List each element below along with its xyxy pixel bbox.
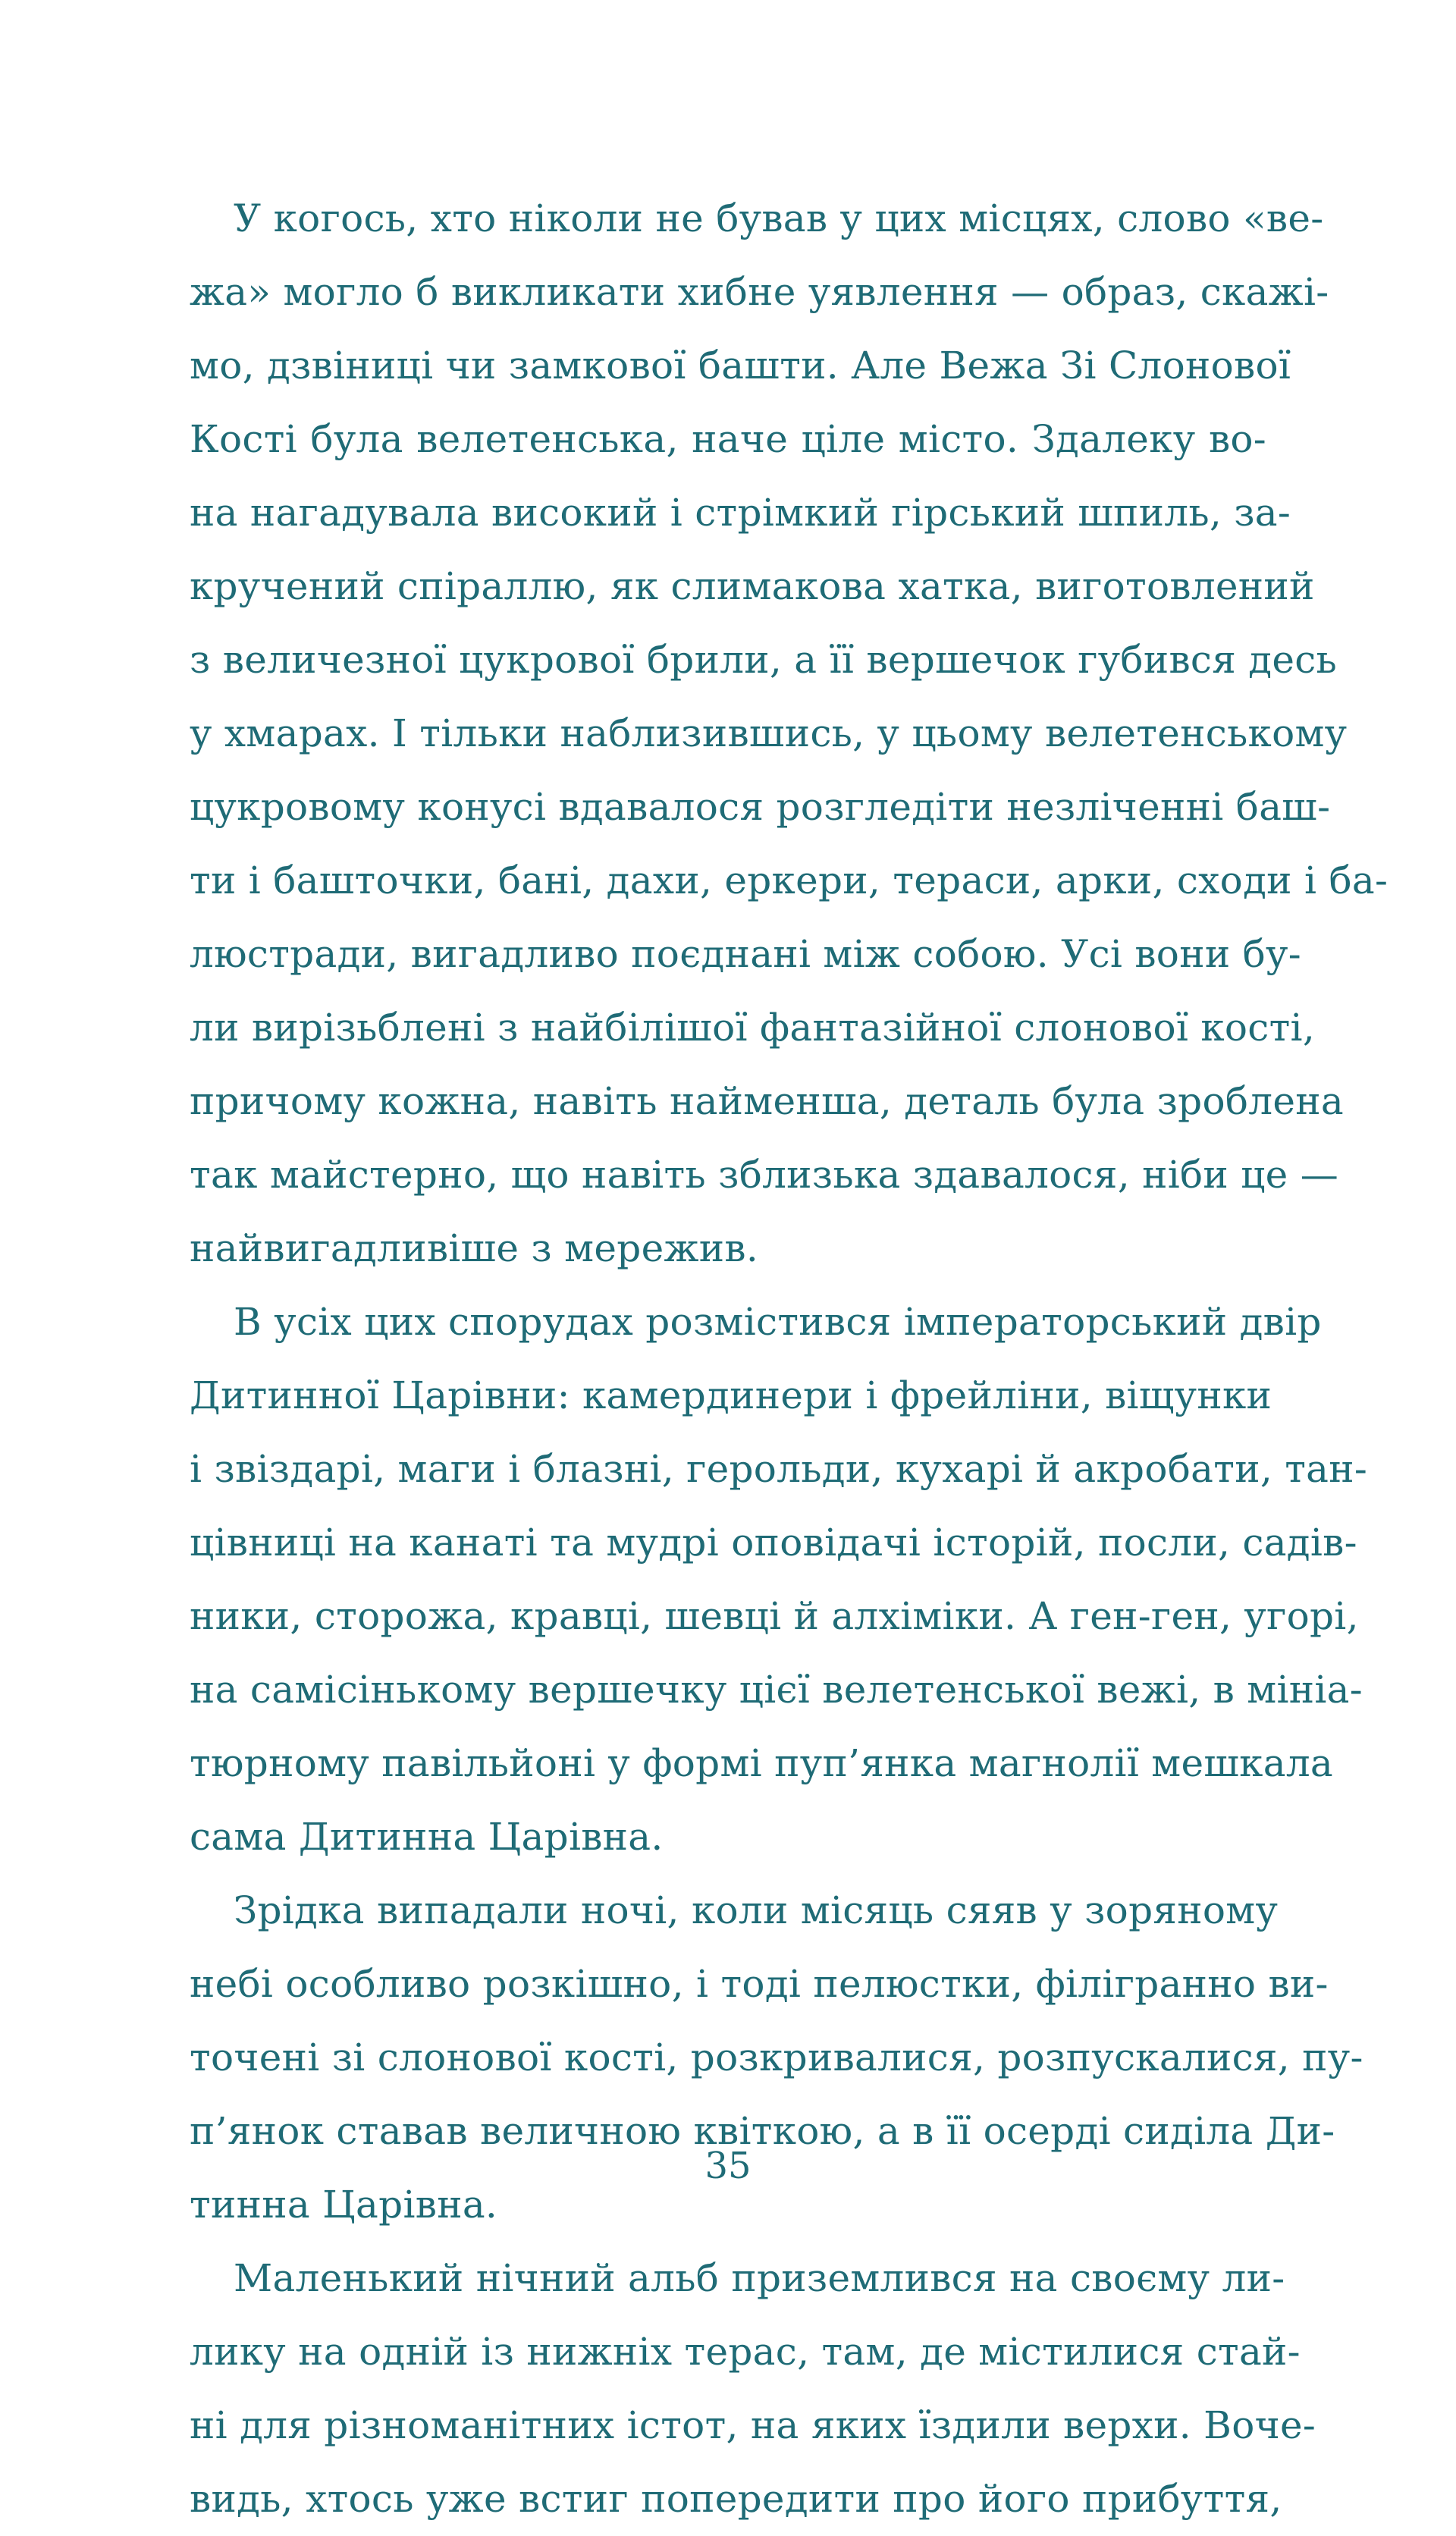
text-line: п’янок ставав величною квіткою, а в її осерді сиділа Ди- [190, 2109, 1335, 2153]
paragraph-2 [190, 1285, 1368, 1874]
text-line: лику на одній із нижніх терас, там, де містилися стай- [190, 2330, 1301, 2374]
text-line: В усіх цих спорудах розмістився імператорський двір [234, 1300, 1322, 1344]
text-line: ні для різноманітних істот, на яких їздили верхи. Воче- [190, 2403, 1316, 2447]
paragraph-4 [190, 2242, 1316, 2536]
text-line: ники, сторожа, кравці, шевці й алхіміки. А ген-ген, угорі, [190, 1594, 1359, 1638]
paragraph-1 [190, 182, 1389, 1285]
text-line: видь, хтось уже встиг попередити про його прибуття, [190, 2477, 1282, 2521]
text-line: ли вирізьблені з найбілішої фантазійної слонової кості, [190, 1006, 1316, 1050]
text-line: цівниці на канаті та мудрі оповідачі історій, посли, садів- [190, 1521, 1357, 1565]
text-line: Зрідка випадали ночі, коли місяць сяяв у зоряному [234, 1888, 1279, 1932]
text-line: на нагадувала високий і стрімкий гірський шпиль, за- [190, 491, 1291, 535]
page-number: 35 [704, 2145, 752, 2187]
text-line: мо, дзвіниці чи замкової башти. Але Вежа Зі Слонової [190, 344, 1291, 388]
text-line: сама Дитинна Царівна. [190, 1815, 664, 1859]
text-line: небі особливо розкішно, і тоді пелюстки, філігранно ви- [190, 1962, 1329, 2006]
text-line: так майстерно, що навіть зблизька здавалося, ніби це — [190, 1153, 1339, 1197]
text-line: ти і башточки, бані, дахи, еркери, тераси, арки, сходи і ба- [190, 858, 1389, 902]
text-line: точені зі слонової кості, розкривалися, розпускалися, пу- [190, 2035, 1363, 2079]
text-line: жа» могло б викликати хибне уявлення — образ, скажі- [190, 270, 1329, 314]
text-line: і звіздарі, маги і блазні, герольди, кухарі й акробати, тан- [190, 1447, 1368, 1491]
text-line: на самісінькому вершечку цієї велетенської вежі, в мініа- [190, 1668, 1363, 1712]
text-line: Маленький нічний альб приземлився на своєму ли- [234, 2256, 1285, 2300]
text-line: кручений спіраллю, як слимакова хатка, виготовлений [190, 564, 1315, 608]
text-line: з величезної цукрової брили, а її вершечок губився десь [190, 638, 1338, 682]
text-line: У когось, хто ніколи не бував у цих місцях, слово «ве- [234, 196, 1324, 240]
text-line: тинна Царівна. [190, 2183, 498, 2227]
text-line: Кості була велетенська, наче ціле місто. Здалеку во- [190, 417, 1266, 461]
page-body [190, 182, 1389, 2521]
text-line: Дитинної Царівни: камердинери і фрейліни, віщунки [190, 1373, 1272, 1417]
text-line: причому кожна, навіть найменша, деталь була зроблена [190, 1079, 1344, 1123]
text-line: у хмарах. І тільки наблизившись, у цьому велетенському [190, 711, 1348, 755]
text-line: тюрному павільйоні у формі пуп’янка магнолії мешкала [190, 1741, 1334, 1785]
text-line: люстради, вигадливо поєднані між собою. Усі вони бу- [190, 932, 1301, 976]
text-line: найвигадливіше з мережив. [190, 1226, 759, 1270]
text-line: цукровому конусі вдавалося розгледіти незліченні баш- [190, 785, 1331, 829]
